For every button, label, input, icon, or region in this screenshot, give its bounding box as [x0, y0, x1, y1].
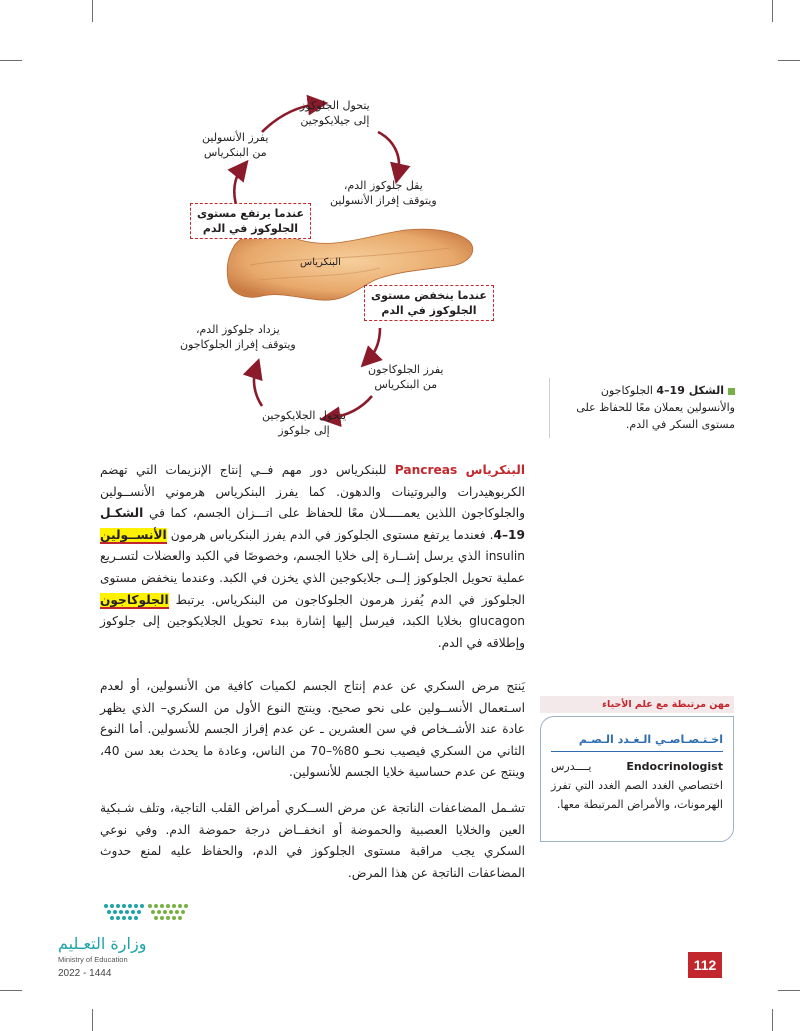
label-glycogen-to-glucose: [262, 408, 346, 438]
label-line: إلى جيلايكوجين: [300, 114, 370, 127]
glucose-regulation-diagram: [150, 80, 520, 450]
arrow-glucose-to-rise: [254, 368, 262, 406]
box-high-glucose: [190, 203, 311, 239]
career-title: اخـتـصـاصـي الـغـدد الـصـم: [578, 733, 723, 746]
paragraph-text: . فعندما يرتفع مستوى الجلوكوز في الدم يفرز البنكرياس هرمون: [170, 527, 494, 542]
ministry-logo-icon: [100, 900, 190, 932]
label-glucose-rises: [180, 322, 296, 352]
term-insulin-en: insulin: [485, 549, 525, 564]
crop-mark: [772, 0, 773, 22]
label-line: ويتوقف إفراز الأنسولين: [330, 194, 437, 207]
highlight-glucagon: الجلوكاجون: [100, 592, 169, 607]
label-line: إلى جلوكوز: [278, 424, 330, 437]
career-header: مهن مرتبطة مع علم الأحياء: [540, 696, 734, 713]
arrow-glycogen-to-drop: [378, 132, 399, 174]
paragraph-text: للبنكرياس دور مهم فــي إنتاج الإنزيمات التي تهضم الكربوهيدرات والبروتينات والدهون. كما يفرز البنكرياس هرموني الأنســولين والجلوكاجون اللذين يعمـــــلان معًا للحفاظ على اتـــزان الجسم، كما في: [100, 463, 525, 521]
label-line: الجلوكوز في الدم: [381, 304, 477, 317]
label-line: يفرز الأنسولين: [202, 131, 269, 144]
term-pancreas-en: Pancreas: [394, 463, 458, 477]
label-line: الجلوكوز في الدم: [202, 222, 299, 235]
label-line: من البنكرياس: [374, 378, 438, 391]
paragraph-text: بخلايا الكبد، فيرسل إليها إشارة ببدء تحويل الجلايكوجين إلى جلوكوز وإطلاقه في الدم.: [100, 614, 525, 650]
crop-mark: [772, 1009, 773, 1031]
label-line: ويتوقف إفراز الجلوكاجون: [180, 338, 296, 351]
figure-reference: الشكـل 19–4: [100, 506, 525, 542]
label-line: يفرز الجلوكاجون: [368, 363, 444, 376]
arrow-low-to-glucagon: [368, 328, 380, 360]
label-glucagon-secretion: [368, 362, 444, 392]
label-glucose-to-glycogen: [300, 98, 370, 128]
highlight-insulin: الأنســولين: [100, 527, 167, 542]
label-insulin-secretion: [202, 130, 268, 160]
term-glucagon-en: glucagon: [469, 614, 525, 629]
arrow-high-to-insulin: [234, 168, 242, 208]
paragraph-pancreas: [100, 460, 525, 654]
box-low-glucose: [364, 285, 494, 321]
page-number: 112: [688, 952, 722, 978]
label-pancreas: البنكرياس: [300, 257, 341, 268]
label-line: يقل جلوكوز الدم،: [343, 179, 423, 192]
caption-figure-ref: الشكل 19–4: [656, 384, 724, 397]
career-description: يــــدرس اختصاصي الغدد الصم الغدد التي تفرز الهرمونات، والأمراض المرتبطة معها.: [551, 760, 723, 811]
paragraph-text: الذي يرسل إشــارة إلى خلايا الجسم، وخصوصًا في الكبد والعضلات لتسـريع عملية تحويل الجلوكوز إلــى جلايكوجين الذي يخزن في الكبد. وعندما ينخفض مستوى الجلوكوز في الدم يُفرز هرمون الجلوكاجون من البنكرياس. يرتبط: [100, 549, 525, 607]
crop-mark: [778, 990, 800, 991]
career-divider: [551, 751, 723, 752]
label-line: من البنكرياس: [203, 146, 267, 159]
label-line: يزداد جلوكوز الدم،: [195, 323, 280, 336]
crop-mark: [0, 990, 22, 991]
career-box: [540, 716, 734, 842]
label-line: يتحول الجلوكوز: [300, 99, 370, 112]
label-line: عندما ينخفض مستوى: [371, 289, 487, 302]
label-line: يتحول الجلايكوجين: [262, 409, 347, 422]
career-term-en: Endocrinologist: [626, 760, 723, 773]
crop-mark: [0, 60, 22, 61]
paragraph-diabetes: يَنتج مرض السكري عن عدم إنتاج الجسم لكميات كافية من الأنسولين، أو لعدم اسـتعمال الأنســولين على نحو صحيح. وينتج النوع الأول من السكري– الذي يظهر عادة عند الأشــخاص في سن العشرين ـ عن عدم إفراز الجسم للأنسولين. أما النوع الثاني من السكري فيصيب نحـو 80%–70 من الناس، وعادة ما يحدث بعد سن 40، وينتج عن عدم حساسية خلايا الجسم للأنسولين.: [100, 679, 525, 780]
crop-mark: [92, 1009, 93, 1031]
caption-bullet-icon: [728, 388, 735, 395]
ministry-year: 2022 - 1444: [58, 968, 112, 979]
ministry-name-ar: وزارة التعـليم: [58, 934, 147, 953]
crop-mark: [92, 0, 93, 22]
career-text: [551, 757, 723, 814]
ministry-name-en: Ministry of Education: [58, 955, 128, 964]
label-glucose-drops: [330, 178, 437, 208]
paragraph-complications: تشـمل المضاعفات الناتجة عن مرض الســكري أمراض القلب التاجية، وتلف شـبكية العين والخلايا العصبية والحموضة أو انخفــاض درجة حموضة الدم. وفي نوعي السكري يجب مراقبة مستوى الجلوكوز في الدم، والحفاظ عليه لمنع حدوث المضاعفات الناتجة عن هذا المرض.: [100, 801, 525, 880]
label-line: عندما يرتفع مستوى: [197, 207, 304, 220]
caption-divider: [549, 378, 550, 438]
caption-text: الجلوكاجون والأنسولين يعملان معًا للحفاظ على مستوى السكر في الدم.: [576, 384, 735, 431]
term-pancreas-ar: البنكرياس: [465, 463, 526, 477]
figure-caption: [560, 382, 735, 433]
crop-mark: [778, 60, 800, 61]
